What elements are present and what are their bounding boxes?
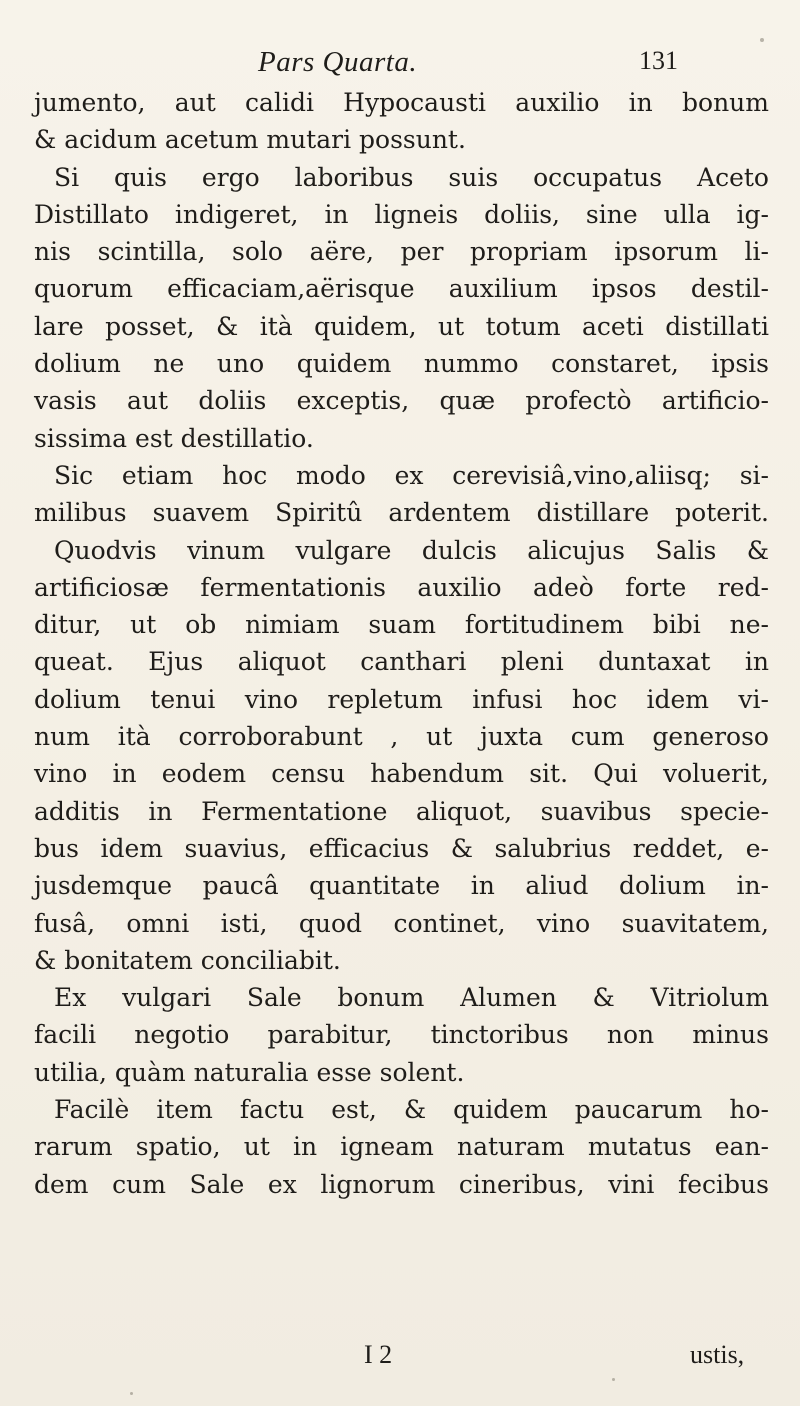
text-line: jumento, aut calidi Hypocausti auxilio in bonum	[34, 88, 769, 117]
text-line: ditur, ut ob nimiam suam fortitudinem bibi ne-	[34, 610, 769, 640]
page-footer	[0, 1336, 800, 1376]
text-line: queat. Ejus aliquot canthari pleni duntaxat in	[34, 647, 769, 677]
text-line: Ex vulgari Sale bonum Alumen & Vitriolum	[54, 983, 769, 1013]
text-line: Distillato indigeret, in ligneis doliis, sine ulla ig-	[34, 199, 769, 229]
text-line: Si quis ergo laboribus suis occupatus Aceto	[54, 162, 769, 192]
text-line: num ità corroborabunt , ut juxta cum generoso	[34, 722, 769, 752]
text-line: utilia, quàm naturalia esse solent.	[34, 1057, 465, 1087]
body-text	[34, 84, 769, 1203]
text-line: dem cum Sale ex lignorum cineribus, vini fecibus	[34, 1169, 769, 1199]
text-line: & acidum acetum mutari possunt.	[34, 125, 466, 155]
text-line: nis scintilla, solo aëre, per propriam ipsorum li-	[34, 237, 769, 267]
text-line: Quodvis vinum vulgare dulcis alicujus Salis &	[54, 535, 769, 565]
text-line: sissima est destillatio.	[34, 423, 314, 453]
text-line: lare posset, & ità quidem, ut totum aceti distillati	[34, 311, 769, 341]
text-line: Facilè item factu est, & quidem paucarum ho-	[54, 1095, 769, 1125]
text-line: jusdemque paucâ quantitate in aliud dolium in-	[34, 871, 769, 901]
catchword: ustis,	[690, 1340, 745, 1369]
text-line: & bonitatem conciliabit.	[34, 945, 341, 975]
paper-speck	[760, 38, 764, 42]
text-line: facili negotio parabitur, tinctoribus non minus	[34, 1020, 769, 1050]
text-line: vino in eodem censu habendum sit. Qui voluerit,	[34, 759, 769, 789]
text-line: quorum efficaciam,aërisque auxilium ipsos destil-	[34, 274, 769, 304]
text-line: fusâ, omni isti, quod continet, vino suavitatem,	[34, 908, 769, 938]
text-line: Sic etiam hoc modo ex cerevisiâ,vino,aliisq; si-	[54, 460, 769, 490]
page-header	[258, 42, 678, 82]
text-line: dolium tenui vino repletum infusi hoc idem vi-	[34, 684, 769, 714]
text-line: additis in Fermentatione aliquot, suavibus specie-	[34, 796, 769, 826]
text-line: artificiosæ fermentationis auxilio adeò forte red-	[34, 572, 769, 602]
text-line: rarum spatio, ut in igneam naturam mutatus ean-	[34, 1132, 769, 1162]
text-line: bus idem suavius, efficacius & salubrius reddet, e-	[34, 833, 769, 863]
paper-speck	[130, 1392, 133, 1395]
signature-mark: I 2	[364, 1340, 393, 1369]
text-line: dolium ne uno quidem nummo constaret, ipsis	[34, 349, 769, 379]
text-line: vasis aut doliis exceptis, quæ profectò artificio-	[34, 386, 769, 416]
text-line: milibus suavem Spiritû ardentem distillare poterit.	[34, 498, 769, 528]
page-number: 131	[639, 46, 678, 75]
running-title: Pars Quarta.	[258, 46, 418, 78]
paper-speck	[612, 1378, 615, 1381]
